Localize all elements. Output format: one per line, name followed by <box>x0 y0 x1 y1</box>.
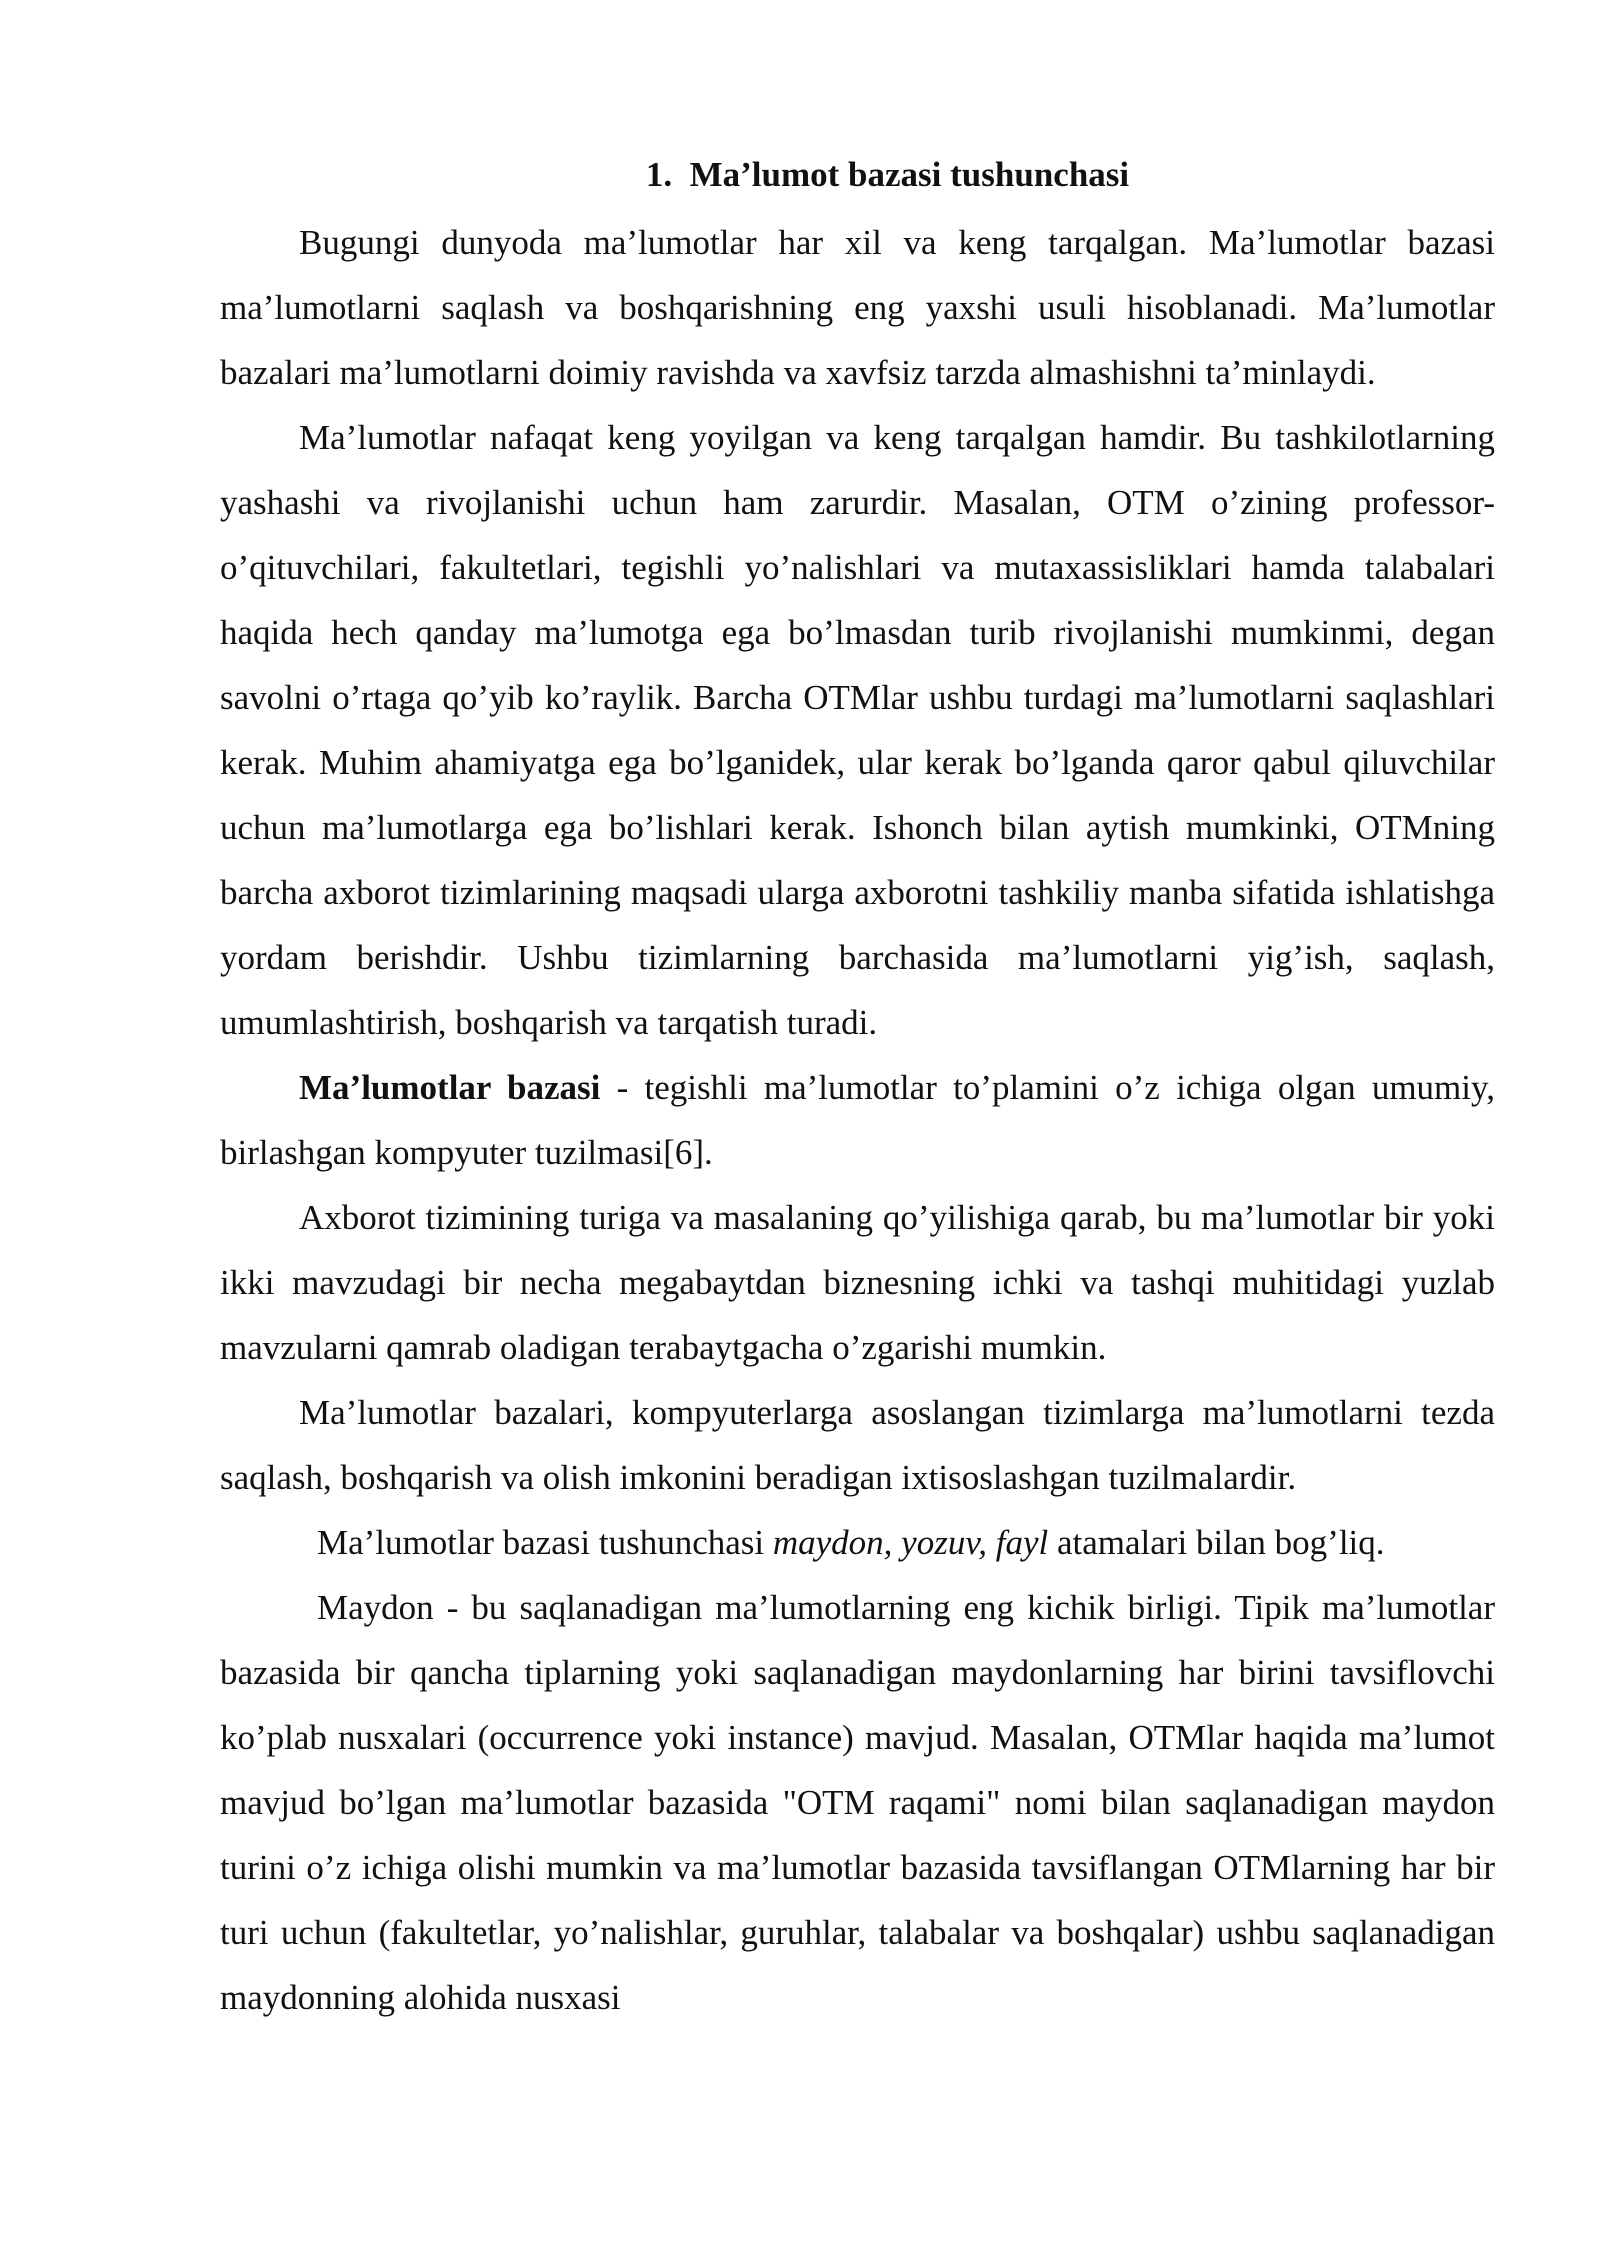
paragraph-6-start: Ma’lumotlar bazasi tushunchasi <box>317 1523 773 1562</box>
document-body <box>220 150 1495 2030</box>
section-title: Ma’lumot bazasi tushunchasi <box>689 155 1130 194</box>
italic-terms: maydon, yozuv, fayl <box>772 1523 1049 1562</box>
section-heading <box>220 150 1495 200</box>
paragraph-5: Ma’lumotlar bazalari, kompyuterlarga asoslangan tizimlarga ma’lumotlarni tezda saqlash, boshqarish va olish imkonini beradigan ixtisoslashgan tuzilmalardir. <box>220 1393 1495 1497</box>
paragraph-1: Bugungi dunyoda ma’lumotlar har xil va keng tarqalgan. Ma’lumotlar bazasi ma’lumotlarni saqlash va boshqarishning eng yaxshi usuli hisoblanadi. Ma’lumotlar bazalari ma’lumotlarni doimiy ravishda va xavfsiz tarzda almashishni ta’minlaydi. <box>220 223 1495 392</box>
paragraph-6-end: atamalari bilan bog’liq. <box>1048 1523 1385 1562</box>
paragraph-4: Axborot tizimining turiga va masalaning qo’yilishiga qarab, bu ma’lumotlar bir yoki ikki mavzudagi bir necha megabaytdan biznesning ichki va tashqi muhitidagi yuzlab mavzularni qamrab oladigan terabaytgacha o’zgarishi mumkin. <box>220 1198 1495 1367</box>
paragraph-2: Ma’lumotlar nafaqat keng yoyilgan va keng tarqalgan hamdir. Bu tashkilotlarning yashashi va rivojlanishi uchun ham zarurdir. Masalan, OTM o’zining professor-o’qituvchilari, fakultetlari, tegishli yo’nalishlari va mutaxassisliklari hamda talabalari haqida hech qanday ma’lumotga ega bo’lmasdan turib rivojlanishi mumkinmi, degan savolni o’rtaga qo’yib ko’raylik. Barcha OTMlar ushbu turdagi ma’lumotlarni saqlashlari kerak. Muhim ahamiyatga ega bo’lganidek, ular kerak bo’lganda qaror qabul qiluvchilar uchun ma’lumotlarga ega bo’lishlari kerak. Ishonch bilan aytish mumkinki, OTMning barcha axborot tizimlarining maqsadi ularga axborotni tashkiliy manba sifatida ishlatishga yordam berishdir. Ushbu tizimlarning barchasida ma’lumotlarni yig’ish, saqlash, umumlashtirish, boshqarish va tarqatish turadi. <box>220 418 1495 1042</box>
definition-text: - tegishli ma’lumotlar to’plamini o’z ichiga olgan umumiy, birlashgan kompyuter tuzilmasi[6]. <box>220 1068 1495 1172</box>
paragraph-3 <box>220 1055 1495 1185</box>
paragraph-6 <box>220 1510 1495 1575</box>
section-number: 1. <box>645 155 673 194</box>
paragraph-7: Maydon - bu saqlanadigan ma’lumotlarning eng kichik birligi. Tipik ma’lumotlar bazasida bir qancha tiplarning yoki saqlanadigan maydonlarning har birini tavsiflovchi ko’plab nusxalari (occurrence yoki instance) mavjud. Masalan, OTMlar haqida ma’lumot mavjud bo’lgan ma’lumotlar bazasida "OTM raqami" nomi bilan saqlanadigan maydon turini o’z ichiga olishi mumkin va ma’lumotlar bazasida tavsiflangan OTMlarning har bir turi uchun (fakultetlar, yo’nalishlar, guruhlar, talabalar va boshqalar) ushbu saqlanadigan maydonning alohida nusxasi <box>220 1588 1495 2017</box>
term-database: Ma’lumotlar bazasi <box>299 1068 601 1107</box>
